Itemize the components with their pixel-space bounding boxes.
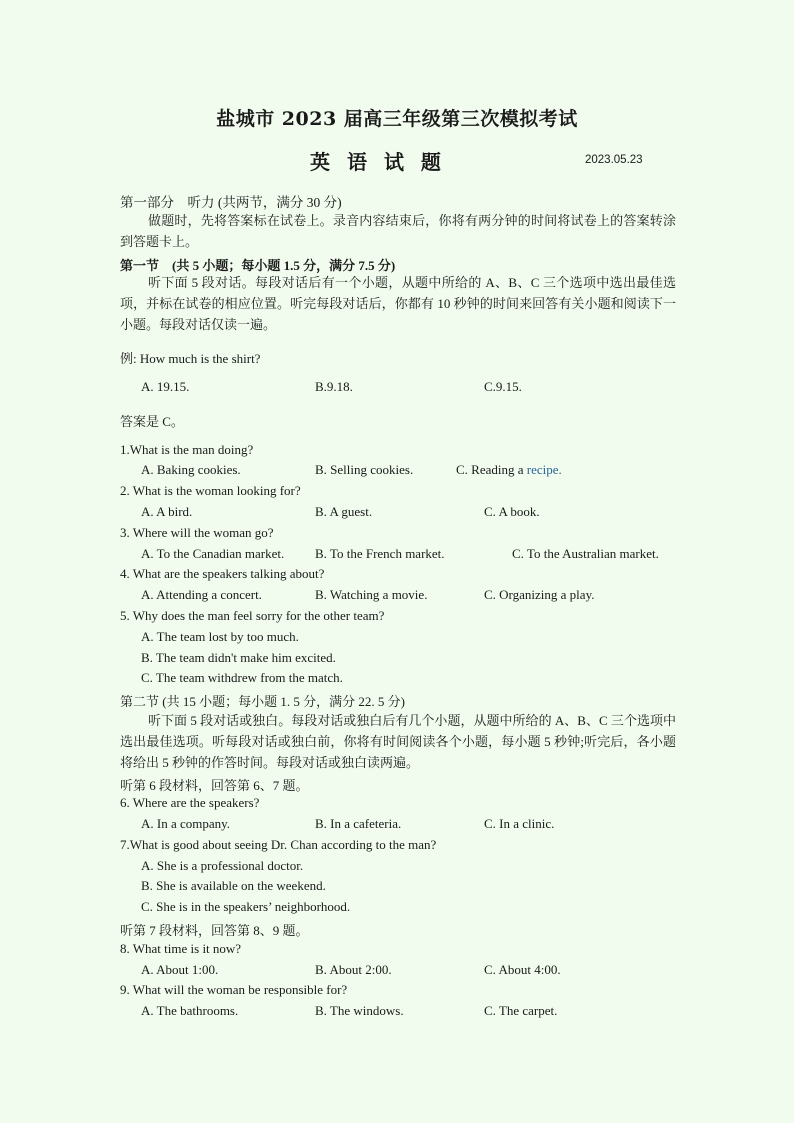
q5-option-c: C. The team withdrew from the match. (141, 670, 343, 685)
q9-option-a: A. The bathrooms. (141, 1003, 239, 1018)
q3-option-a: A. To the Canadian market. (141, 546, 285, 561)
section1-heading: 第一节 (共 5 小题；每小题 1.5 分，满分 7.5 分) (120, 258, 396, 273)
q3-option-c: C. To the Australian market. (512, 546, 659, 561)
q9-option-c: C. The carpet. (484, 1003, 558, 1018)
section1-instructions: 听下面 5 段对话。每段对话后有一个小题，从题中所给的 A、B、C 三个选项中选出最佳选项，并标在试卷的相应位置。听完每段对话后，你都有 10 秒钟的时间来回答有关小题和阅读下一小题。每段对话仅读一遍。 (120, 275, 676, 332)
q6-option-a: A. In a company. (141, 816, 231, 831)
question-1: 1.What is the man doing? (120, 442, 254, 457)
question-5: 5. Why does the man feel sorry for the other team? (120, 608, 385, 623)
q1-option-a: A. Baking cookies. (141, 462, 241, 477)
part1-heading: 第一部分 听力 (共两节，满分 30 分) (120, 195, 342, 210)
example-question: 例: How much is the shirt? (120, 351, 261, 366)
q2-option-a: A. A bird. (141, 504, 193, 519)
question-3: 3. Where will the woman go? (120, 525, 274, 540)
q2-option-c: C. A book. (484, 504, 540, 519)
q5-option-a: A. The team lost by too much. (141, 629, 299, 644)
group7-label: 听第 7 段材料，回答第 8、9 题。 (120, 923, 309, 938)
question-4: 4. What are the speakers talking about? (120, 566, 325, 581)
q5-option-b: B. The team didn't make him excited. (141, 650, 336, 665)
q4-option-a: A. Attending a concert. (141, 587, 262, 602)
q6-option-c: C. In a clinic. (484, 816, 555, 831)
section2-heading: 第二节 (共 15 小题；每小题 1. 5 分，满分 22. 5 分) (120, 694, 405, 709)
group6-label: 听第 6 段材料，回答第 6、7 题。 (120, 778, 309, 793)
example-option-b: B.9.18. (315, 379, 353, 394)
part1-intro: 做题时，先将答案标在试卷上。录音内容结束后，你将有两分钟的时间将试卷上的答案转涂到答题卡上。 (120, 213, 676, 249)
question-2: 2. What is the woman looking for? (120, 483, 301, 498)
question-8: 8. What time is it now? (120, 941, 242, 956)
q7-option-b: B. She is available on the weekend. (141, 878, 326, 893)
exam-title: 盐城市 2023 届高三年级第三次模拟考试 (216, 108, 578, 130)
q1-option-b: B. Selling cookies. (315, 462, 414, 477)
question-9: 9. What will the woman be responsible for? (120, 982, 348, 997)
recipe-link[interactable]: recipe. (526, 462, 562, 477)
q1-option-c-text: C. Reading a (456, 462, 527, 477)
q7-option-a: A. She is a professional doctor. (141, 858, 304, 873)
subject-title: 英 语 试 题 (310, 150, 446, 174)
section2-instructions: 听下面 5 段对话或独白。每段对话或独白后有几个小题，从题中所给的 A、B、C 三个选项中选出最佳选项。听每段对话或独白前，你将有时间阅读各个小题，每小题 5 秒钟;听完后，各小题将给出 5 秒钟的作答时间。每段对话或独白读两遍。 (120, 713, 676, 770)
exam-date: 2023.05.23 (585, 154, 643, 166)
example-answer: 答案是 C。 (120, 414, 184, 429)
example-option-a: A. 19.15. (141, 379, 190, 394)
q4-option-b: B. Watching a movie. (315, 587, 428, 602)
q8-option-a: A. About 1:00. (141, 962, 219, 977)
question-7: 7.What is good about seeing Dr. Chan according to the man? (120, 837, 437, 852)
q1-option-c (456, 462, 562, 478)
q8-option-b: B. About 2:00. (315, 962, 392, 977)
question-6: 6. Where are the speakers? (120, 795, 260, 810)
q8-option-c: C. About 4:00. (484, 962, 561, 977)
q3-option-b: B. To the French market. (315, 546, 445, 561)
q7-option-c: C. She is in the speakers’ neighborhood. (141, 899, 351, 914)
q2-option-b: B. A guest. (315, 504, 373, 519)
example-option-c: C.9.15. (484, 379, 522, 394)
q6-option-b: B. In a cafeteria. (315, 816, 402, 831)
q9-option-b: B. The windows. (315, 1003, 404, 1018)
q4-option-c: C. Organizing a play. (484, 587, 595, 602)
